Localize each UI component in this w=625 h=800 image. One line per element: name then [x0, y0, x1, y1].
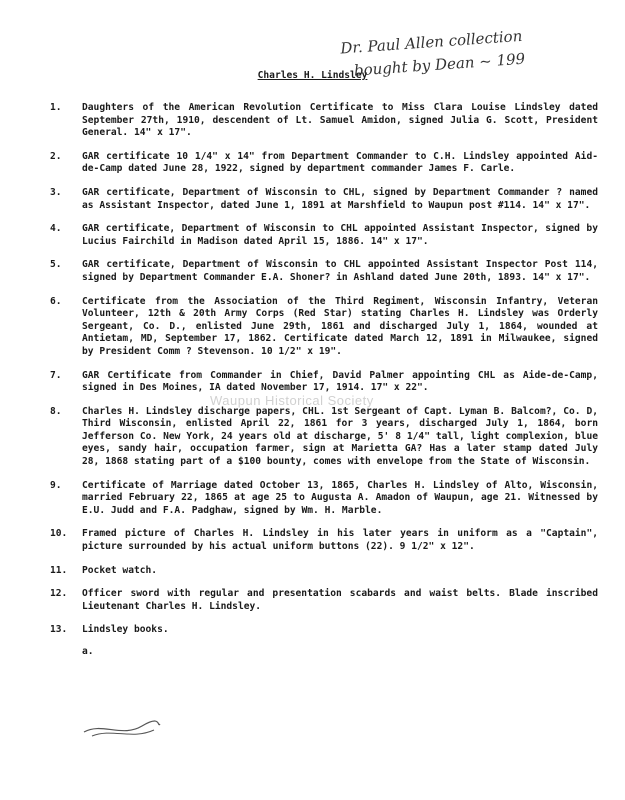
list-item [50, 588, 598, 613]
item-text: Charles H. Lindsley discharge papers, CHL. 1st Sergeant of Capt. Lyman B. Balcom?, Co. D, Third Wisconsin, enlisted April 22, 1861 for 3 years, discharged July 1, 1864, born Jefferson Co. New York, 24 years old at discharge, 5' 8 1/4" tall, light complexion, blue eyes, sandy hair, occupation farmer, sign at Marietta GA? Has a later stamp dated July 28, 1868 stating part of a $100 bounty, comes with envelope from the State of Wisconsin. [82, 405, 598, 468]
item-number: 12. [50, 588, 68, 600]
item-text: Pocket watch. [82, 564, 158, 576]
list-item [50, 102, 598, 140]
item-text: Lindsley books. [82, 624, 169, 636]
item-number: 13. [50, 624, 68, 636]
handwritten-line-2: bought by Dean ~ 199 [353, 49, 526, 80]
item-number: 8. [50, 405, 62, 417]
item-number: 4. [50, 223, 62, 235]
item-text: GAR certificate, Department of Wisconsin to CHL appointed Assistant Inspector Post 114, signed by Department Commander E.A. Shoner? in Ashland dated June 20th, 1893. 14" x 17". [82, 259, 598, 283]
item-list [50, 102, 598, 657]
item-number: 9. [50, 479, 62, 491]
item-number: 2. [50, 150, 62, 162]
watermark: Waupun Historical Society [210, 393, 374, 408]
handwritten-line-1: Dr. Paul Allen collection [339, 26, 523, 58]
item-number: 3. [50, 186, 62, 198]
item-text: Officer sword with regular and presentation scabards and waist belts. Blade inscribed Lieutenant Charles H. Lindsley. [82, 588, 598, 612]
item-text: Certificate from the Association of the Third Regiment, Wisconsin Infantry, Veteran Volunteer, 12th & 20th Army Corps (Red Star) stating Charles H. Lindsley was Orderly Sergeant, Co. D., enlisted June 29th, 1861 and discharged July 1, 1864, wounded at Antietam, MD, September 17, 1862. Certificate dated March 12, 1891 in Milwaukee, signed by President Comm ? Stevenson. 10 1/2" x 19". [82, 295, 598, 357]
item-number: 1. [50, 102, 62, 113]
pen-scribble [82, 718, 162, 740]
item-number: 7. [50, 369, 62, 381]
list-item [50, 480, 598, 518]
item-number: 10. [50, 528, 68, 540]
sub-item-label: a. [82, 646, 94, 657]
item-number: 5. [50, 259, 62, 271]
item-text: Daughters of the American Revolution Certificate to Miss Clara Louise Lindsley dated September 27th, 1910, descendent of Lt. Samuel Amidon, signed Julia G. Scott, President General. 14" x 17". [82, 102, 598, 139]
item-text: Certificate of Marriage dated October 13, 1865, Charles H. Lindsley of Alto, Wisconsin, married February 22, 1865 at age 25 to Augusta A. Amadon of Waupun, age 21. Witnessed by E.U. Judd and F.A. Padghaw, signed by Wm. H. Marble. [82, 479, 598, 516]
item-text: GAR certificate 10 1/4" x 14" from Department Commander to C.H. Lindsley appointed Aid-de-Camp dated June 28, 1922, signed by department commander James F. Carle. [82, 150, 598, 175]
list-item [50, 624, 598, 637]
document-title: Charles H. Lindsley [257, 70, 368, 81]
list-item [50, 296, 598, 359]
list-item [50, 151, 598, 176]
list-item [50, 223, 598, 248]
item-text: GAR Certificate from Commander in Chief, David Palmer appointing CHL as Aide-de-Camp, signed in Des Moines, IA dated November 17, 1914. 17" x 22". [82, 369, 598, 394]
list-item [50, 187, 598, 212]
list-item [50, 259, 598, 284]
item-text: GAR certificate, Department of Wisconsin to CHL, signed by Department Commander ? named as Assistant Inspector, dated June 1, 1891 at Marshfield to Waupun post #114. 14" x 17". [82, 186, 598, 211]
item-text: Framed picture of Charles H. Lindsley in his later years in uniform as a "Captain", picture surrounded by his actual uniform buttons (22). 9 1/2" x 12". [82, 528, 598, 553]
list-item [50, 565, 598, 578]
item-number: 11. [50, 564, 68, 576]
item-number: 6. [50, 295, 62, 307]
item-text: GAR certificate, Department of Wisconsin to CHL appointed Assistant Inspector, signed by Lucius Fairchild in Madison dated April 15, 1886. 14" x 17". [82, 223, 598, 247]
list-item [50, 370, 598, 395]
list-item [50, 528, 598, 553]
list-item [50, 406, 598, 469]
